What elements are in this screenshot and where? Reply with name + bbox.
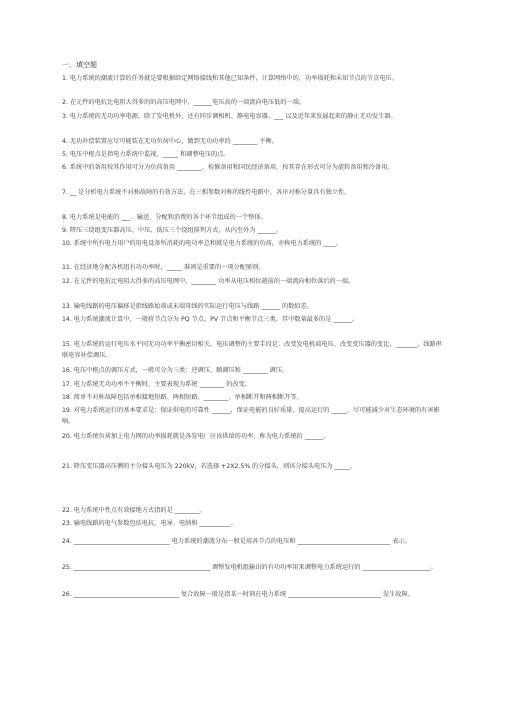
question-7: 7. __ 是分析电力系统不对称故障的有效方法，在三相参数对称的线性电路中，各序对称分量具有独立性。 <box>62 189 351 196</box>
question-14: 14. 电力系统潮流计算中，一般将节点分为 PQ 节点、PV 节点和平衡节点三类，其中数量最多的是 ______。 <box>62 316 359 323</box>
question-24: 24. _______________________________ 电力系统的潮流分布一般是用各节点的电压和 ______________________________ 表示。 <box>62 538 411 545</box>
question-16: 16. 电压中枢点的调压方式，一般可分为三类：逆调压、顺调压和 ________ 调压。 <box>62 367 289 374</box>
question-15: 15. 电力系统的运行电压水平同无功功率平衡密切相关。电压调整的主要手段是：改变发电机端电压、改变变压器的变比、_______、线路串联电容补偿调压。 <box>62 341 442 359</box>
question-6: 6. 系统中的备用按其作用可分为负荷备用 ________、检修备用和国民经济备用，按其存在形式可分为旋转备用和冷备用。 <box>62 164 394 171</box>
question-12: 12. 在元件的电抗比电阻大得多的高压电网中，________ 功率从电压相位越前的一端流向相位落后的一端。 <box>62 278 355 285</box>
question-10: 10. 系统中所有电力用户的用电设备所消耗的电功率总和就是电力系统的负荷，亦称电力系统的 ____。 <box>62 240 342 247</box>
question-21: 21. 降压变压器高压侧的主分接头电压为 220kV，若选择 +2X2.5% 的分接头，则该分接头电压为 _____。 <box>62 463 357 470</box>
question-18: 18. 简单不对称故障包括单相接地短路、两相短路、________、单相断开和两相断开等。 <box>62 394 303 401</box>
question-5: 5. 电压中枢点是指电力系统中监视、_____ 和调整电压的点。 <box>62 151 230 158</box>
section-heading: 一、填空题 <box>62 61 97 69</box>
question-11: 11. 在经济地分配各机组有功功率时，_____ 准则是重要的一项分配原则。 <box>62 264 265 271</box>
question-9: 9. 降压三绕组变压器高压、中压、低压三个绕组排列方式，从内至外为 ______。 <box>62 227 283 234</box>
question-8: 8. 电力系统是电能的 ___、输送、分配和消费的各个环节组成的一个整体。 <box>62 214 267 221</box>
question-19: 19. 对电力系统运行的基本要求是：保证供电的可靠性 ______，保证电能的良好质量，提高运行的 _____，尽可能减少对生态环境的有害影响。 <box>62 407 440 425</box>
question-13: 13. 输电线路的电压偏移是指线路始端或末端母线的实际运行电压与线路 ______ 的数值差。 <box>62 303 313 310</box>
question-23: 23. 输电线路的电气参数包括电抗、电导、电纳和 __________。 <box>62 520 237 527</box>
question-26: 26. __________________________________ 复合故障一般是指某一时刻在电力系统 ______________________________ 发生故障。 <box>62 591 414 598</box>
question-17: 17. 电力系统无功功率不平衡时，主要表现为系统 ________ 的改变。 <box>62 381 251 388</box>
question-3: 3. 电力系统的无功功率电源，除了发电机外，还有同步调相机、静电电容器、___ 以及近年来发展起来的静止无功发生器。 <box>62 113 397 120</box>
question-1: 1. 电力系统的潮流计算的任务就是要根据给定网络接线和其他已知条件，计算网络中的、功率损耗和未知节点的节点电压。 <box>62 75 398 82</box>
question-4: 4. 无功补偿装置应尽可能装在无功负荷中心，做到无功功率的 ________ 平衡。 <box>62 138 278 145</box>
question-22: 22. 电力系统中性点有效接地方式指的是 ________。 <box>62 507 206 514</box>
question-2: 2. 在元件的电抗比电阻大得多的的高压电网中，______电压高的一端流向电压低的一端。 <box>62 99 305 106</box>
question-20: 20. 电力系统负荷加上电力网的功率损耗就是各发电厂应该供给的功率，称为电力系统的 ______。 <box>62 433 330 440</box>
question-25: 25. ____________________________________________ 调整发电机组输出的有功功率用来调整电力系统运行的 ______________________。 <box>62 564 437 571</box>
